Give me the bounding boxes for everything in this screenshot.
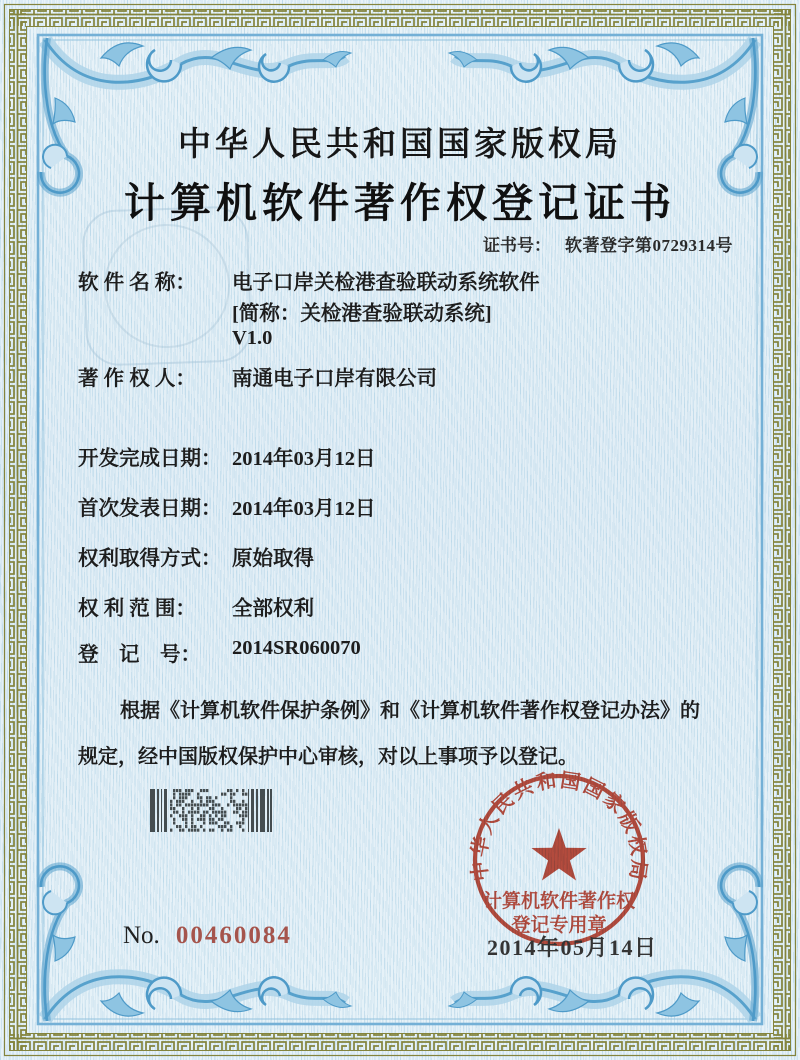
- serial-number-value: 00460084: [175, 922, 292, 949]
- certificate-number-line: [483, 231, 733, 256]
- statement-line-2: 规定，经中国版权保护中心审核，对以上事项予以登记。: [78, 746, 578, 768]
- right-acquisition-label: 权利取得方式：: [78, 548, 222, 570]
- certificate-title: 计算机软件著作权登记证书: [124, 180, 676, 226]
- software-name-value: 电子口岸关检港查验联动系统软件: [232, 272, 540, 294]
- first-publish-date-label: 首次发表日期：: [78, 498, 222, 520]
- dev-complete-date-value: 2014年03月12日: [232, 448, 376, 470]
- right-scope-label: 权 利 范 围：: [78, 598, 196, 620]
- seal-ring-text: 中华人民共和国国家版权局: [468, 769, 650, 884]
- seal-date: 2014年05月14日: [487, 935, 658, 960]
- meander-border-left: [10, 10, 26, 1050]
- software-name-label: 软 件 名 称：: [78, 272, 196, 294]
- seal-text-line-1: 计算机软件著作权: [482, 891, 636, 912]
- pdf417-barcode: [150, 789, 272, 832]
- barcode-graphic: [150, 789, 272, 832]
- first-publish-date-value: 2014年03月12日: [232, 498, 376, 520]
- meander-border-right: [774, 10, 790, 1050]
- authority-title: 中华人民共和国国家版权局: [178, 127, 622, 163]
- right-acquisition-value: 原始取得: [232, 548, 314, 570]
- registration-number-value: 2014SR060070: [232, 637, 361, 659]
- software-short-name: [简称：关检港查验联动系统]: [232, 303, 492, 325]
- owner-label: 著 作 权 人：: [78, 368, 196, 390]
- statement-line-1: 根据《计算机软件保护条例》和《计算机软件著作权登记办法》的: [120, 700, 700, 722]
- meander-border-top: [10, 10, 790, 26]
- serial-number-line: [123, 922, 292, 950]
- certificate-number-label: 证书号：: [483, 236, 551, 255]
- owner-value: 南通电子口岸有限公司: [232, 368, 437, 390]
- software-version: V1.0: [232, 327, 273, 349]
- meander-border-bottom: [10, 1034, 790, 1050]
- serial-number-label: No.: [123, 922, 160, 949]
- dev-complete-date-label: 开发完成日期：: [78, 448, 222, 470]
- right-scope-value: 全部权利: [232, 598, 314, 620]
- seal-star-icon: [531, 828, 586, 880]
- registration-number-label: 登 记 号：: [78, 644, 201, 666]
- seal-text-line-2: 登记专用章: [511, 915, 607, 936]
- certificate-number-value: 软著登字第0729314号: [565, 236, 733, 255]
